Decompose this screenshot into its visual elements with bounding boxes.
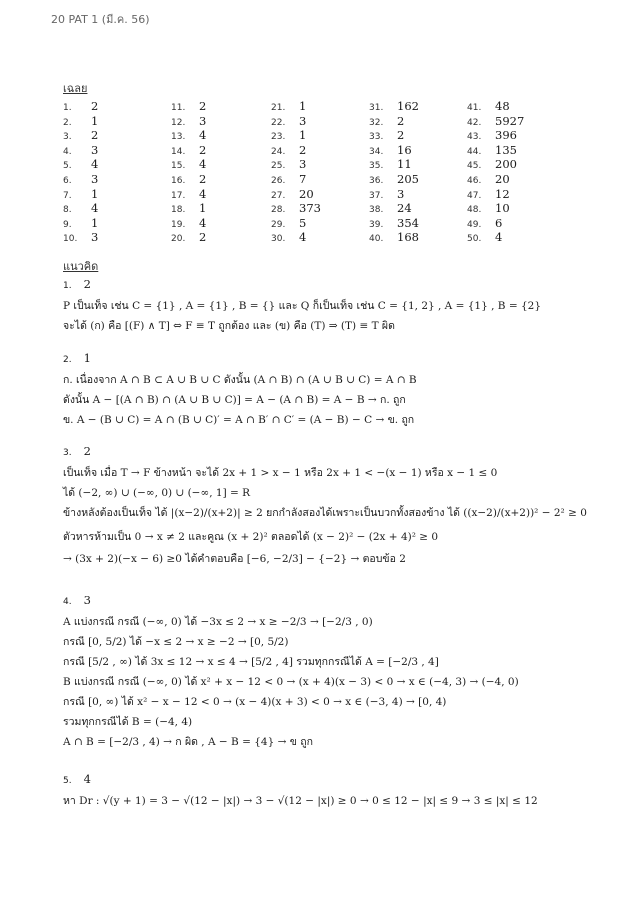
answer-row (63, 172, 163, 187)
solution-line: หา Dr : √(y + 1) = 3 − √(12 − |x|) → 3 − √(12 − |x|) ≥ 0 → 0 ≤ 12 − |x| ≤ 9 → 3 ≤ |x| ≤ 12 (63, 795, 538, 807)
answer-row (467, 128, 567, 143)
answer-row (63, 114, 163, 129)
answer-number: 9. (63, 219, 72, 230)
answer-number: 3. (63, 132, 72, 143)
answer-row (271, 201, 371, 216)
answer-number: 50. (467, 234, 482, 245)
solution-line: ดังนั้น A − [(A ∩ B) ∩ (A ∪ B ∪ C)] = A − (A ∩ B) = A − B → ก. ถูก (63, 394, 406, 406)
page-header: 20 PAT 1 (มี.ค. 56) (51, 13, 150, 26)
answer-number: 7. (63, 190, 72, 201)
answer-row (171, 230, 271, 245)
answer-number: 14. (171, 146, 186, 157)
answer-row (271, 230, 371, 245)
answer-value: 1 (199, 201, 207, 216)
answer-number: 10. (63, 234, 78, 245)
answer-value: 200 (495, 157, 517, 172)
answer-row (467, 172, 567, 187)
answer-value: 4 (299, 230, 307, 245)
answer-value: 5 (299, 215, 307, 230)
answer-row (63, 216, 163, 231)
answer-value: 3 (91, 171, 99, 186)
answer-number: 20. (171, 234, 186, 245)
answer-value: 24 (397, 201, 412, 216)
answer-number: 40. (369, 234, 384, 245)
solution-line: → (3x + 2)(−x − 6) ≥0 ได้คำตอบคือ [−6, −2/3] − {−2} → ตอบข้อ 2 (63, 553, 406, 565)
answer-row (369, 99, 469, 114)
answer-value: 10 (495, 201, 510, 216)
answer-row (171, 157, 271, 172)
answer-value: 373 (299, 201, 321, 216)
answer-row (467, 99, 567, 114)
answer-number: 34. (369, 146, 384, 157)
answer-value: 168 (397, 230, 419, 245)
answer-value: 1 (91, 186, 99, 201)
answer-number: 33. (369, 132, 384, 143)
answer-number: 24. (271, 146, 286, 157)
answer-number: 44. (467, 146, 482, 157)
answer-row (271, 216, 371, 231)
answer-number: 32. (369, 117, 384, 128)
answer-number: 42. (467, 117, 482, 128)
answer-value: 4 (199, 215, 207, 230)
answer-row (63, 143, 163, 158)
answer-value: 5927 (495, 113, 525, 128)
answer-number: 28. (271, 205, 286, 216)
answer-row (63, 201, 163, 216)
answer-value: 16 (397, 142, 412, 157)
answer-value: 3 (91, 142, 99, 157)
answer-value: 4 (495, 230, 503, 245)
answer-row (63, 230, 163, 245)
solution-line: จะได้ (ก) คือ [(F) ∧ T] ⇔ F ≡ T ถูกต้อง และ (ข) คือ (T) ⇒ (T) ≡ T ผิด (63, 320, 395, 332)
answer-number: 6. (63, 175, 72, 186)
answer-value: 48 (495, 99, 510, 113)
solution-heading (63, 351, 91, 365)
answer-row (271, 157, 371, 172)
answer-row (467, 187, 567, 202)
answer-row (171, 216, 271, 231)
answer-row (369, 114, 469, 129)
answer-number: 12. (171, 117, 186, 128)
answer-number: 8. (63, 205, 72, 216)
answer-number: 27. (271, 190, 286, 201)
answer-number: 22. (271, 117, 286, 128)
solution-line: P เป็นเท็จ เช่น C = {1} , A = {1} , B = {} และ Q ก็เป็นเท็จ เช่น C = {1, 2} , A = {1} , B = {2} (63, 300, 542, 312)
answer-value: 2 (199, 99, 207, 113)
answer-row (63, 128, 163, 143)
answer-row (369, 201, 469, 216)
answer-number: 29. (271, 219, 286, 230)
answer-number: 1. (63, 103, 72, 113)
answer-row (369, 172, 469, 187)
solution-line: กรณี [5/2 , ∞) ได้ 3x ≤ 12 → x ≤ 4 → [5/2 , 4] รวมทุกกรณีได้ A = [−2/3 , 4] (63, 656, 439, 668)
answer-number: 17. (171, 190, 186, 201)
solutions-title: แนวคิด (63, 260, 99, 273)
solution-heading (63, 444, 91, 458)
answer-key-grid (63, 99, 563, 249)
answer-row (467, 216, 567, 231)
solution-line: A แบ่งกรณี กรณี (−∞, 0) ได้ −3x ≤ 2 → x ≥ −2/3 → [−2/3 , 0) (63, 616, 373, 628)
answer-value: 2 (91, 99, 99, 113)
answer-row (369, 230, 469, 245)
answer-number: 23. (271, 132, 286, 143)
answer-number: 31. (369, 103, 384, 113)
answer-value: 2 (91, 128, 99, 143)
answer-row (467, 143, 567, 158)
solution-line: เป็นเท็จ เมื่อ T → F ข้างหน้า จะได้ 2x + 1 > x − 1 หรือ 2x + 1 < −(x − 1) หรือ x − 1 ≤ 0 (63, 467, 498, 479)
answer-value: 6 (495, 215, 503, 230)
answer-column (63, 99, 163, 245)
answer-row (369, 143, 469, 158)
answer-row (467, 157, 567, 172)
answer-row (271, 143, 371, 158)
answer-value: 3 (199, 113, 207, 128)
answer-row (369, 128, 469, 143)
answer-number: 25. (271, 161, 286, 172)
answer-value: 20 (495, 171, 510, 186)
answer-row (63, 187, 163, 202)
answer-column (271, 99, 371, 245)
answer-number: 26. (271, 175, 286, 186)
answer-value: 1 (299, 128, 307, 143)
answer-number: 43. (467, 132, 482, 143)
answer-value: 20 (299, 186, 314, 201)
answer-row (171, 172, 271, 187)
solution-number: 5. (63, 776, 72, 786)
solution-number: 3. (63, 448, 72, 458)
answer-row (271, 187, 371, 202)
answer-value: 162 (397, 99, 419, 113)
answer-number: 19. (171, 219, 186, 230)
answer-value: 12 (495, 186, 510, 201)
solution-heading (63, 772, 91, 786)
answer-value: 135 (495, 142, 517, 157)
solution-number: 1. (63, 281, 72, 291)
solution-line: ข. A − (B ∪ C) = A ∩ (B ∪ C)′ = A ∩ B′ ∩ C′ = (A − B) − C → ข. ถูก (63, 414, 415, 426)
answer-value: 205 (397, 171, 419, 186)
answer-number: 13. (171, 132, 186, 143)
answer-column (369, 99, 469, 245)
answer-value: 11 (397, 157, 412, 172)
answer-value: 3 (299, 113, 307, 128)
answer-value: 396 (495, 128, 517, 143)
answer-number: 47. (467, 190, 482, 201)
answer-row (369, 216, 469, 231)
answer-row (63, 99, 163, 114)
answer-row (369, 157, 469, 172)
answer-number: 30. (271, 234, 286, 245)
answer-number: 35. (369, 161, 384, 172)
answer-value: 3 (299, 157, 307, 172)
solution-line: ก. เนื่องจาก A ∩ B ⊂ A ∪ B ∪ C ดังนั้น (A ∩ B) ∩ (A ∪ B ∪ C) = A ∩ B (63, 374, 417, 386)
solution-line: A ∩ B = [−2/3 , 4) → ก ผิด , A − B = {4} → ข ถูก (63, 736, 313, 748)
answer-number: 5. (63, 161, 72, 172)
answer-number: 4. (63, 146, 72, 157)
solution-line: กรณี [0, 5/2) ได้ −x ≤ 2 → x ≥ −2 → [0, 5/2) (63, 636, 289, 648)
solution-answer: 2 (83, 277, 91, 291)
answer-row (63, 157, 163, 172)
solution-heading (63, 277, 91, 291)
answer-value: 2 (199, 142, 207, 157)
solution-answer: 4 (83, 772, 91, 786)
solution-answer: 1 (83, 351, 91, 365)
answer-value: 2 (397, 128, 405, 143)
answer-row (271, 99, 371, 114)
solution-heading (63, 593, 91, 607)
solution-line: ข้างหลังต้องเป็นเท็จ ได้ |(x−2)/(x+2)| ≥ 2 ยกกำลังสองได้เพราะเป็นบวกทั้งสองข้าง ได้ ((x−2)/(x+2))² − 2² ≥ 0 (63, 507, 587, 519)
answer-number: 21. (271, 103, 286, 113)
solution-line: รวมทุกกรณีได้ B = (−4, 4) (63, 716, 193, 728)
answer-value: 4 (199, 186, 207, 201)
answer-number: 16. (171, 175, 186, 186)
answer-row (271, 172, 371, 187)
answer-row (271, 114, 371, 129)
answer-value: 2 (199, 230, 207, 245)
answer-value: 2 (299, 142, 307, 157)
answer-value: 1 (91, 215, 99, 230)
solution-answer: 2 (83, 444, 91, 458)
answer-column (171, 99, 271, 245)
answer-value: 7 (299, 171, 307, 186)
solution-line: ได้ (−2, ∞) ∪ (−∞, 0) ∪ (−∞, 1] = R (63, 487, 251, 499)
answer-row (171, 201, 271, 216)
answer-number: 41. (467, 103, 482, 113)
solution-number: 4. (63, 597, 72, 607)
answer-number: 38. (369, 205, 384, 216)
answer-number: 18. (171, 205, 186, 216)
answer-row (171, 187, 271, 202)
answer-column (467, 99, 567, 245)
answer-number: 11. (171, 103, 186, 113)
answer-row (171, 99, 271, 114)
answer-row (369, 187, 469, 202)
answer-number: 2. (63, 117, 72, 128)
answer-value: 4 (199, 128, 207, 143)
answer-row (171, 143, 271, 158)
answer-value: 4 (199, 157, 207, 172)
answer-value: 354 (397, 215, 419, 230)
answer-number: 15. (171, 161, 186, 172)
answer-value: 4 (91, 201, 99, 216)
answer-row (171, 128, 271, 143)
solution-line: ตัวหารห้ามเป็น 0 → x ≠ 2 และคูณ (x + 2)² ตลอดได้ (x − 2)² − (2x + 4)² ≥ 0 (63, 531, 439, 543)
solution-number: 2. (63, 355, 72, 365)
answer-row (467, 114, 567, 129)
answer-number: 39. (369, 219, 384, 230)
answer-row (467, 230, 567, 245)
answer-row (271, 128, 371, 143)
answers-title: เฉลย (63, 82, 88, 95)
answer-value: 1 (299, 99, 307, 113)
answer-value: 1 (91, 113, 99, 128)
answer-value: 2 (397, 113, 405, 128)
answer-value: 4 (91, 157, 99, 172)
solution-answer: 3 (83, 593, 91, 607)
answer-value: 2 (199, 171, 207, 186)
answer-value: 3 (91, 230, 99, 245)
answer-number: 46. (467, 175, 482, 186)
solution-line: กรณี [0, ∞) ได้ x² − x − 12 < 0 → (x − 4)(x + 3) < 0 → x ∈ (−3, 4) → [0, 4) (63, 696, 447, 708)
answer-row (467, 201, 567, 216)
answer-row (171, 114, 271, 129)
answer-number: 37. (369, 190, 384, 201)
answer-number: 49. (467, 219, 482, 230)
answer-value: 3 (397, 186, 405, 201)
answer-number: 45. (467, 161, 482, 172)
solution-line: B แบ่งกรณี กรณี (−∞, 0) ได้ x² + x − 12 < 0 → (x + 4)(x − 3) < 0 → x ∈ (−4, 3) → (−4, 0) (63, 676, 519, 688)
answer-number: 36. (369, 175, 384, 186)
answer-number: 48. (467, 205, 482, 216)
